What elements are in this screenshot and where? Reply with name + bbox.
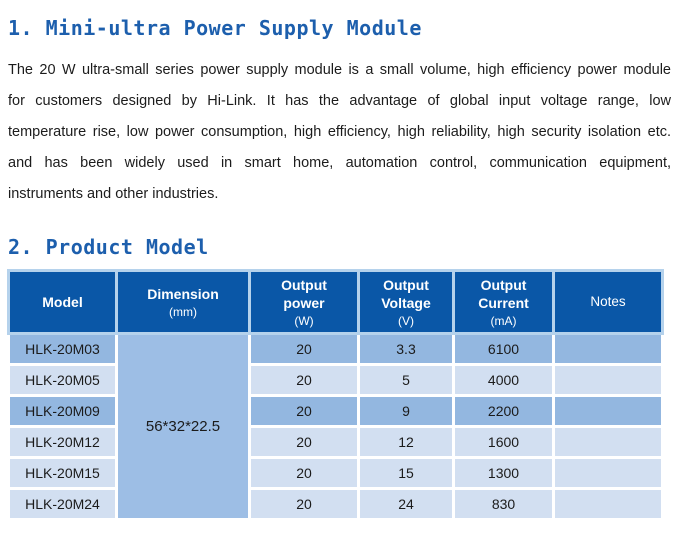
column-header-model — [10, 272, 115, 332]
table-row — [10, 490, 661, 518]
output-current-cell: 1600 — [455, 428, 552, 456]
model-cell: HLK-20M05 — [10, 366, 115, 394]
notes-cell — [555, 397, 661, 425]
product-model-table — [7, 269, 664, 521]
column-header-unit: (W) — [294, 313, 314, 328]
output-voltage-cell: 5 — [360, 366, 452, 394]
model-cell: HLK-20M24 — [10, 490, 115, 518]
table-row — [10, 397, 661, 425]
column-header-unit: (mA) — [490, 313, 517, 328]
column-header-label: Dimension — [147, 285, 219, 302]
output-current-cell: 1300 — [455, 459, 552, 487]
table-row — [10, 335, 661, 363]
output-voltage-cell: 3.3 — [360, 335, 452, 363]
column-header-label: Model — [42, 293, 83, 310]
output-current-cell: 4000 — [455, 366, 552, 394]
paragraph-line: and has been widely used in smart home, automation control, communication equipment, — [8, 155, 671, 171]
output-power-cell: 20 — [251, 397, 357, 425]
notes-cell — [555, 366, 661, 394]
column-header-unit: (mm) — [169, 304, 197, 319]
model-cell: HLK-20M09 — [10, 397, 115, 425]
column-header-output-current — [455, 272, 552, 332]
intro-paragraph — [8, 55, 671, 210]
notes-cell — [555, 428, 661, 456]
table-row — [10, 366, 661, 394]
paragraph-line: The 20 W ultra-small series power supply module is a small volume, high efficiency power module — [8, 62, 671, 78]
column-header-label: Notes — [590, 294, 626, 309]
column-header-label: Output Voltage — [381, 276, 431, 311]
notes-cell — [555, 335, 661, 363]
output-power-cell: 20 — [251, 335, 357, 363]
output-voltage-cell: 12 — [360, 428, 452, 456]
column-header-unit: (V) — [398, 313, 414, 328]
column-header-label: Output Current — [478, 276, 529, 311]
column-header-output-power — [251, 272, 357, 332]
notes-cell — [555, 490, 661, 518]
table-row — [10, 459, 661, 487]
output-power-cell: 20 — [251, 490, 357, 518]
output-power-cell: 20 — [251, 459, 357, 487]
output-current-cell: 6100 — [455, 335, 552, 363]
output-current-cell: 2200 — [455, 397, 552, 425]
paragraph-line: instruments and other industries. — [8, 186, 219, 202]
section-heading-power-supply-module: 1. Mini-ultra Power Supply Module — [8, 16, 422, 40]
model-cell: HLK-20M12 — [10, 428, 115, 456]
notes-cell — [555, 459, 661, 487]
column-header-output-voltage — [360, 272, 452, 332]
output-voltage-cell: 15 — [360, 459, 452, 487]
section-heading-product-model: 2. Product Model — [8, 235, 209, 259]
model-cell: HLK-20M03 — [10, 335, 115, 363]
output-current-cell: 830 — [455, 490, 552, 518]
column-header-label: Output power — [281, 276, 327, 311]
output-power-cell: 20 — [251, 366, 357, 394]
table-row — [10, 428, 661, 456]
output-voltage-cell: 24 — [360, 490, 452, 518]
output-voltage-cell: 9 — [360, 397, 452, 425]
table-header-row — [10, 272, 661, 332]
output-power-cell: 20 — [251, 428, 357, 456]
model-cell: HLK-20M15 — [10, 459, 115, 487]
column-header-notes — [555, 272, 661, 332]
paragraph-line: temperature rise, low power consumption, high efficiency, high reliability, high security isolation etc. — [8, 124, 671, 140]
dimension-merged-cell: 56*32*22.5 — [118, 335, 248, 518]
column-header-dimension — [118, 272, 248, 332]
paragraph-line: for customers designed by Hi-Link. It has the advantage of global input voltage range, low — [8, 93, 671, 109]
